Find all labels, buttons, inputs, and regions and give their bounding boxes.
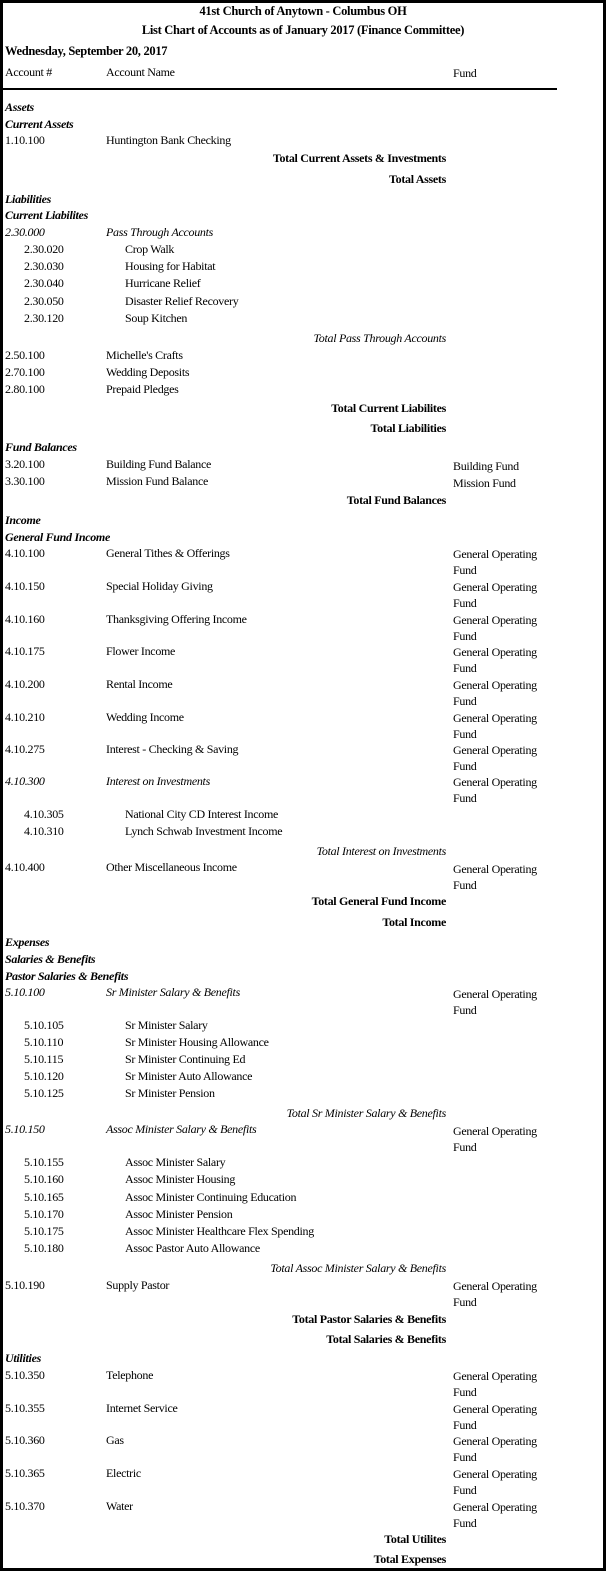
account-fund-cont: Fund xyxy=(453,1516,477,1530)
account-name: Wedding Deposits xyxy=(106,365,190,379)
account-name: Telephone xyxy=(106,1368,154,1382)
account-number: 2.70.100 xyxy=(5,365,45,379)
account-name: Lynch Schwab Investment Income xyxy=(125,824,283,838)
account-name: Building Fund Balance xyxy=(106,457,212,471)
section-salaries-benefits: Salaries & Benefits xyxy=(5,952,96,966)
column-header-fund: Fund xyxy=(453,66,477,80)
account-number: 5.10.175 xyxy=(24,1224,64,1238)
account-number: 3.30.100 xyxy=(5,474,45,488)
account-fund-cont: Fund xyxy=(453,629,477,643)
section-utilities: Utilities xyxy=(5,1351,41,1365)
account-fund: General Operating xyxy=(453,987,537,1001)
account-name: Other Miscellaneous Income xyxy=(106,860,237,874)
account-name: Hurricane Relief xyxy=(125,276,201,290)
account-name: Sr Minister Housing Allowance xyxy=(125,1035,269,1049)
account-fund: General Operating xyxy=(453,1467,537,1481)
column-header-account-number: Account # xyxy=(5,65,52,79)
account-fund-cont: Fund xyxy=(453,759,477,773)
account-name: National City CD Interest Income xyxy=(125,807,279,821)
account-name: Sr Minister Salary & Benefits xyxy=(106,985,240,999)
account-fund: General Operating xyxy=(453,1124,537,1138)
account-fund: Mission Fund xyxy=(453,476,516,490)
account-fund: General Operating xyxy=(453,775,537,789)
account-name: Electric xyxy=(106,1466,141,1480)
account-number: 5.10.150 xyxy=(5,1122,45,1136)
section-pastor-salaries: Pastor Salaries & Benefits xyxy=(5,969,129,983)
total-utilities: Total Utilites xyxy=(384,1532,446,1546)
total-assoc-minister: Total Assoc Minister Salary & Benefits xyxy=(270,1261,446,1275)
account-fund: General Operating xyxy=(453,1369,537,1383)
account-name: Assoc Pastor Auto Allowance xyxy=(125,1241,260,1255)
account-number: 2.30.040 xyxy=(24,276,64,290)
account-number: 5.10.155 xyxy=(24,1155,64,1169)
account-number: 4.10.210 xyxy=(5,710,45,724)
account-name: Water xyxy=(106,1499,133,1513)
account-fund-cont: Fund xyxy=(453,661,477,675)
account-number: 3.20.100 xyxy=(5,457,45,471)
account-number: 5.10.100 xyxy=(5,985,45,999)
account-name: Thanksgiving Offering Income xyxy=(106,612,247,626)
header-divider xyxy=(3,88,557,90)
section-current-assets: Current Assets xyxy=(5,117,74,131)
account-number: 5.10.165 xyxy=(24,1190,64,1204)
account-name: Sr Minister Auto Allowance xyxy=(125,1069,253,1083)
account-name: Mission Fund Balance xyxy=(106,474,208,488)
account-number: 5.10.365 xyxy=(5,1466,45,1480)
account-number: 2.30.030 xyxy=(24,259,64,273)
account-number: 4.10.300 xyxy=(5,774,45,788)
section-assets: Assets xyxy=(5,100,34,114)
account-fund-cont: Fund xyxy=(453,563,477,577)
account-number: 4.10.200 xyxy=(5,677,45,691)
account-name: Assoc Minister Housing xyxy=(125,1172,236,1186)
account-number: 4.10.305 xyxy=(24,807,64,821)
account-fund-cont: Fund xyxy=(453,1450,477,1464)
account-number: 2.30.120 xyxy=(24,311,64,325)
account-number: 5.10.360 xyxy=(5,1433,45,1447)
account-number: 2.80.100 xyxy=(5,382,45,396)
account-fund: General Operating xyxy=(453,711,537,725)
account-number: 4.10.275 xyxy=(5,742,45,756)
account-fund: General Operating xyxy=(453,580,537,594)
account-name: Disaster Relief Recovery xyxy=(125,294,239,308)
account-fund: General Operating xyxy=(453,1500,537,1514)
account-fund: General Operating xyxy=(453,743,537,757)
account-name: Special Holiday Giving xyxy=(106,579,213,593)
account-name: General Tithes & Offerings xyxy=(106,546,230,560)
account-fund: General Operating xyxy=(453,1402,537,1416)
account-name: Interest on Investments xyxy=(106,774,210,788)
account-fund-cont: Fund xyxy=(453,1418,477,1432)
account-number: 4.10.175 xyxy=(5,644,45,658)
account-fund-cont: Fund xyxy=(453,1385,477,1399)
total-assets: Total Assets xyxy=(389,172,446,186)
total-fund-balances: Total Fund Balances xyxy=(346,493,446,507)
account-number: 5.10.350 xyxy=(5,1368,45,1382)
account-number: 4.10.400 xyxy=(5,860,45,874)
account-fund-cont: Fund xyxy=(453,1003,477,1017)
section-current-liabilities: Current Liabilites xyxy=(5,208,88,222)
column-header-account-name: Account Name xyxy=(106,65,175,79)
total-interest-investments: Total Interest on Investments xyxy=(316,844,446,858)
account-name: Assoc Minister Continuing Education xyxy=(125,1190,297,1204)
account-fund-cont: Fund xyxy=(453,1295,477,1309)
total-income: Total Income xyxy=(382,915,446,929)
total-current-assets: Total Current Assets & Investments xyxy=(272,151,446,165)
account-number: 2.30.020 xyxy=(24,242,64,256)
account-number: 2.30.050 xyxy=(24,294,64,308)
account-fund-cont: Fund xyxy=(453,727,477,741)
account-name: Rental Income xyxy=(106,677,173,691)
account-fund-cont: Fund xyxy=(453,878,477,892)
account-fund-cont: Fund xyxy=(453,596,477,610)
section-expenses: Expenses xyxy=(5,935,50,949)
account-fund-cont: Fund xyxy=(453,1140,477,1154)
account-name: Internet Service xyxy=(106,1401,178,1415)
account-name: Wedding Income xyxy=(106,710,184,724)
account-number: 5.10.110 xyxy=(24,1035,64,1049)
account-fund: General Operating xyxy=(453,862,537,876)
account-name: Supply Pastor xyxy=(106,1278,170,1292)
account-fund: General Operating xyxy=(453,1434,537,1448)
account-number: 1.10.100 xyxy=(5,133,45,147)
section-liabilities: Liabilities xyxy=(5,192,52,206)
account-name: Assoc Minister Salary & Benefits xyxy=(106,1122,257,1136)
total-pastor-salaries: Total Pastor Salaries & Benefits xyxy=(292,1312,446,1326)
account-number: 5.10.115 xyxy=(24,1052,64,1066)
account-name: Assoc Minister Pension xyxy=(125,1207,233,1221)
account-name: Michelle's Crafts xyxy=(106,348,183,362)
report-subtitle: List Chart of Accounts as of January 2017 (Finance Committee) xyxy=(141,23,465,37)
total-liabilities: Total Liabilities xyxy=(370,421,446,435)
total-expenses: Total Expenses xyxy=(373,1552,446,1566)
account-fund-cont: Fund xyxy=(453,791,477,805)
account-name: Gas xyxy=(106,1433,124,1447)
account-number: 5.10.125 xyxy=(24,1086,64,1100)
account-name: Sr Minister Continuing Ed xyxy=(125,1052,246,1066)
account-name: Interest - Checking & Saving xyxy=(106,742,239,756)
account-fund: General Operating xyxy=(453,1279,537,1293)
account-name: Soup Kitchen xyxy=(125,311,188,325)
account-fund: General Operating xyxy=(453,645,537,659)
account-fund-cont: Fund xyxy=(453,694,477,708)
account-name: Huntington Bank Checking xyxy=(106,133,231,147)
account-number: 2.30.000 xyxy=(5,225,45,239)
account-fund: General Operating xyxy=(453,613,537,627)
account-name: Prepaid Pledges xyxy=(106,382,179,396)
total-salaries-benefits: Total Salaries & Benefits xyxy=(326,1332,446,1346)
account-fund: Building Fund xyxy=(453,459,519,473)
account-number: 5.10.370 xyxy=(5,1499,45,1513)
report-date: Wednesday, September 20, 2017 xyxy=(5,44,168,58)
total-sr-minister: Total Sr Minister Salary & Benefits xyxy=(286,1106,446,1120)
account-number: 5.10.160 xyxy=(24,1172,64,1186)
account-number: 4.10.160 xyxy=(5,612,45,626)
account-name: Housing for Habitat xyxy=(125,259,216,273)
account-name: Assoc Minister Healthcare Flex Spending xyxy=(125,1224,314,1238)
account-name: Sr Minister Pension xyxy=(125,1086,215,1100)
account-name: Flower Income xyxy=(106,644,176,658)
account-fund-cont: Fund xyxy=(453,1483,477,1497)
account-name: Sr Minister Salary xyxy=(125,1018,208,1032)
account-number: 4.10.150 xyxy=(5,579,45,593)
account-number: 2.50.100 xyxy=(5,348,45,362)
account-number: 4.10.100 xyxy=(5,546,45,560)
section-general-fund-income: General Fund Income xyxy=(5,530,110,544)
account-name: Assoc Minister Salary xyxy=(125,1155,226,1169)
section-income: Income xyxy=(5,513,41,527)
total-current-liabilities: Total Current Liabilites xyxy=(331,401,446,415)
account-number: 5.10.355 xyxy=(5,1401,45,1415)
section-fund-balances: Fund Balances xyxy=(5,440,77,454)
account-number: 5.10.105 xyxy=(24,1018,64,1032)
report-title: 41st Church of Anytown - Columbus OH xyxy=(199,4,407,18)
account-number: 5.10.170 xyxy=(24,1207,64,1221)
account-number: 4.10.310 xyxy=(24,824,64,838)
total-general-fund-income: Total General Fund Income xyxy=(311,894,446,908)
account-name: Pass Through Accounts xyxy=(106,225,214,239)
account-fund: General Operating xyxy=(453,678,537,692)
account-number: 5.10.190 xyxy=(5,1278,45,1292)
account-name: Crop Walk xyxy=(125,242,175,256)
account-number: 5.10.120 xyxy=(24,1069,64,1083)
account-fund: General Operating xyxy=(453,547,537,561)
account-number: 5.10.180 xyxy=(24,1241,64,1255)
total-pass-through: Total Pass Through Accounts xyxy=(313,331,446,345)
